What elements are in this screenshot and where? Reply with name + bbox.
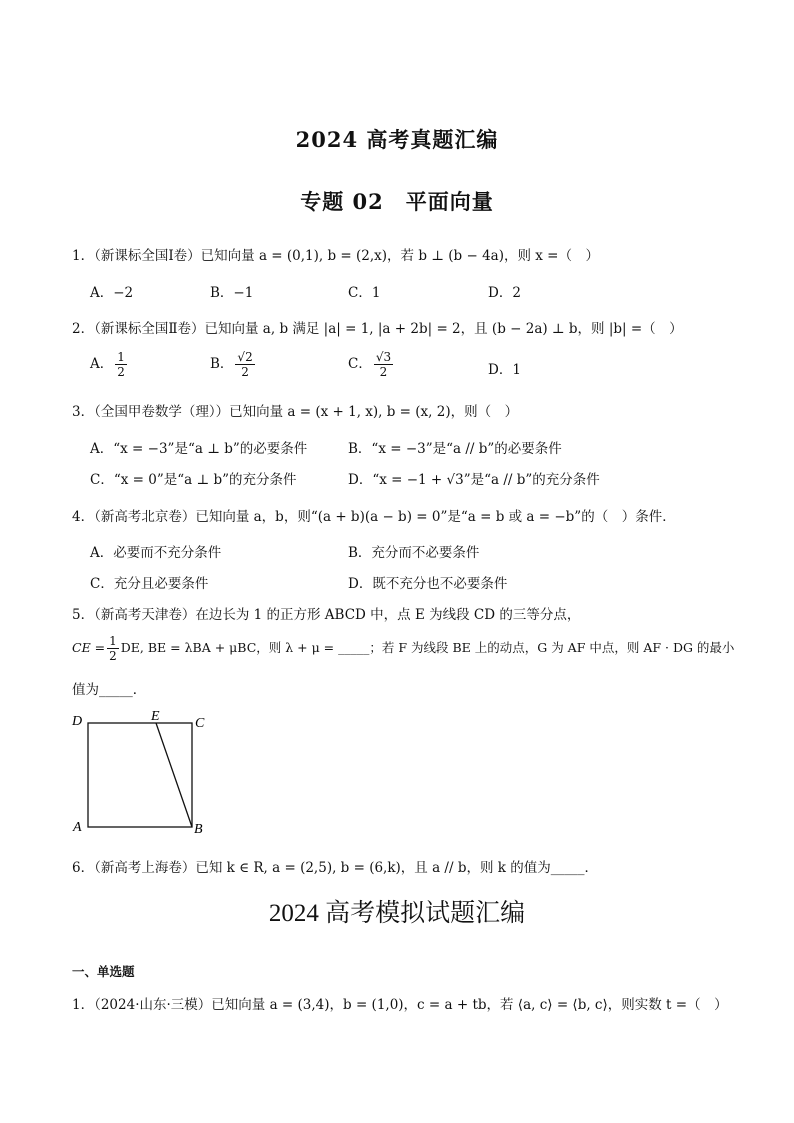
- label-c: C: [195, 716, 205, 731]
- option-a: A．“x = −3”是“a ⊥ b”的必要条件: [90, 441, 308, 457]
- option-c: C．充分且必要条件: [90, 576, 209, 592]
- segment-be: [156, 723, 192, 827]
- label-a: A: [73, 820, 82, 835]
- option-d: D．“x = −1 + √3”是“a // b”的充分条件: [348, 472, 600, 488]
- question-1: [72, 244, 599, 264]
- question-5: [72, 603, 580, 623]
- question-3: [72, 400, 518, 420]
- option-b: B．充分而不必要条件: [348, 545, 480, 561]
- fraction: $\frac{√2}{2}$: [237, 350, 253, 379]
- question-text: （新课标全国Ⅱ卷）已知向量 a, b 满足 |a| = 1, |a + 2b| = 2，且 (b − 2a) ⊥ b，则 |b| =（ ）: [94, 321, 683, 337]
- option-a: A． $\frac{1}{2}$: [90, 350, 125, 379]
- square-abcd: [88, 723, 192, 827]
- section-heading: 一、单选题: [72, 964, 135, 979]
- fraction: $\frac{1}{2}$: [109, 634, 117, 663]
- question-number: 3．: [72, 404, 95, 420]
- mock-title: 2024 高考模拟试题汇编: [268, 900, 526, 927]
- fraction: $\frac{√3}{2}$: [375, 350, 392, 379]
- question-text: （全国甲卷数学（理））已知向量 a = (x + 1, x), b = (x, 2)，则（ ）: [94, 404, 519, 420]
- option-c: C． $\frac{√3}{2}$: [348, 350, 392, 379]
- question-2: [72, 317, 683, 337]
- question-text: （新高考北京卷）已知向量 a，b，则“(a + b)(a − b) = 0”是“a = b 或 a = −b”的（ ）条件．: [94, 509, 676, 525]
- option-a: A．必要而不充分条件: [90, 545, 222, 561]
- main-title: 2024 高考真题汇编: [295, 127, 499, 152]
- option-c: C．“x = 0”是“a ⊥ b”的充分条件: [90, 472, 297, 488]
- option-d: D．1: [488, 362, 521, 378]
- option-b: B． $\frac{√2}{2}$: [210, 350, 253, 379]
- label-b: B: [194, 822, 203, 837]
- question-4: [72, 505, 676, 525]
- question-number: 2．: [72, 321, 95, 337]
- option-b: B．−1: [210, 285, 254, 301]
- question-5-line-3: 值为_____．: [72, 682, 147, 698]
- mock-question-1: 1．（2024·山东·三模）已知向量 a = (3,4)，b = (1,0)，c = a + tb，若 ⟨a, c⟩ = ⟨b, c⟩，则实数 t =（ ）: [72, 997, 728, 1013]
- question-number: 5．: [72, 607, 95, 623]
- option-d: D．既不充分也不必要条件: [348, 576, 508, 592]
- fraction: $\frac{1}{2}$: [117, 350, 125, 379]
- label-e: E: [151, 709, 160, 724]
- option-a: A．−2: [90, 285, 134, 301]
- question-number: 6．: [72, 860, 95, 876]
- square-figure: [68, 705, 218, 840]
- question-number: 4．: [72, 509, 95, 525]
- option-c: C．1: [348, 285, 381, 301]
- question-text: （新课标全国Ⅰ卷）已知向量 a = (0,1), b = (2,x)，若 b ⊥ (b − 4a)，则 x =（ ）: [94, 248, 599, 264]
- option-b: B．“x = −3”是“a // b”的必要条件: [348, 441, 562, 457]
- question-text: （新高考天津卷）在边长为 1 的正方形 ABCD 中，点 E 为线段 CD 的三等分点，: [94, 607, 581, 623]
- question-text: （新高考上海卷）已知 k ∈ R, a = (2,5), b = (6,k)，且 a // b，则 k 的值为_____．: [94, 860, 598, 876]
- sub-title: 专题 02 平面向量: [300, 189, 494, 214]
- question-6: [72, 856, 598, 876]
- label-d: D: [72, 714, 83, 729]
- question-number: 1．: [72, 248, 95, 264]
- option-d: D．2: [488, 285, 521, 301]
- question-5-line-2: CE = $\frac{1}{2}$ DE, BE = λBA + μBC，则 λ + μ = _____；若 F 为线段 BE 上的动点，G 为 AF 中点，则 AF · DG 的最小: [72, 634, 735, 663]
